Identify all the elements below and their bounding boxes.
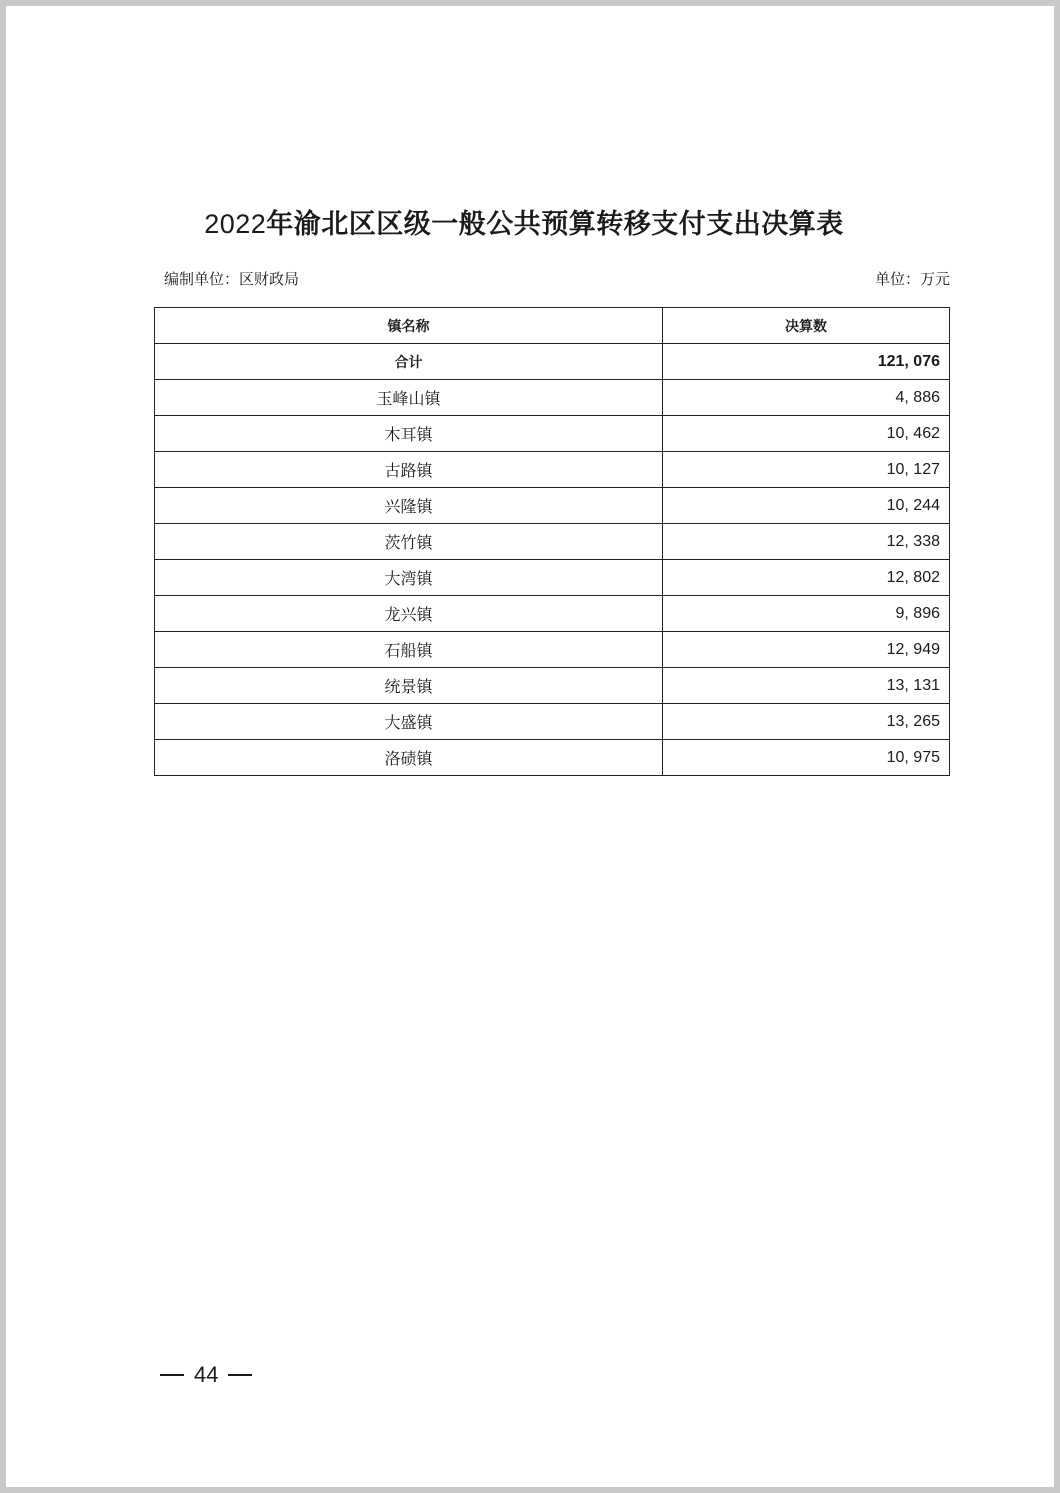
page-number-value: 44: [194, 1362, 219, 1387]
title-text: 年渝北区区级一般公共预算转移支付支出决算表: [266, 209, 844, 240]
town-name: 洛碛镇: [155, 740, 663, 776]
town-name: 大湾镇: [155, 560, 663, 596]
table-row: [155, 380, 950, 416]
town-name: 大盛镇: [155, 704, 663, 740]
unit-label: 单位：万元: [874, 270, 950, 288]
town-amount: 10, 975: [663, 740, 950, 776]
table-row: [155, 416, 950, 452]
town-name: 玉峰山镇: [155, 380, 663, 416]
column-header-amount: 决算数: [663, 308, 950, 344]
town-amount: 10, 462: [663, 416, 950, 452]
table-row: [155, 740, 950, 776]
town-amount: 12, 949: [663, 632, 950, 668]
town-amount: 13, 131: [663, 668, 950, 704]
table-row: [155, 668, 950, 704]
table-row: [155, 524, 950, 560]
total-value: 121, 076: [663, 344, 950, 380]
town-name: 木耳镇: [155, 416, 663, 452]
dash-left: [160, 1374, 184, 1376]
table-row: [155, 452, 950, 488]
table-row: [155, 704, 950, 740]
town-name: 龙兴镇: [155, 596, 663, 632]
town-name: 石船镇: [155, 632, 663, 668]
page-number: [160, 1362, 252, 1388]
dash-right: [228, 1374, 252, 1376]
town-amount: 12, 802: [663, 560, 950, 596]
town-amount: 10, 244: [663, 488, 950, 524]
table-row: [155, 560, 950, 596]
total-row: [155, 344, 950, 380]
town-name: 兴隆镇: [155, 488, 663, 524]
table-row: [155, 596, 950, 632]
title-year: 2022: [204, 209, 267, 239]
compiler-label: 编制单位：区财政局: [164, 270, 300, 288]
town-amount: 10, 127: [663, 452, 950, 488]
town-amount: 13, 265: [663, 704, 950, 740]
total-label: 合计: [155, 344, 663, 380]
budget-table: [154, 307, 950, 776]
town-name: 茨竹镇: [155, 524, 663, 560]
town-amount: 9, 896: [663, 596, 950, 632]
town-amount: 4, 886: [663, 380, 950, 416]
town-name: 古路镇: [155, 452, 663, 488]
column-header-town: 镇名称: [155, 308, 663, 344]
table-header-row: [155, 308, 950, 344]
table-row: [155, 632, 950, 668]
table-row: [155, 488, 950, 524]
page-title: [0, 202, 1054, 241]
town-amount: 12, 338: [663, 524, 950, 560]
town-name: 统景镇: [155, 668, 663, 704]
